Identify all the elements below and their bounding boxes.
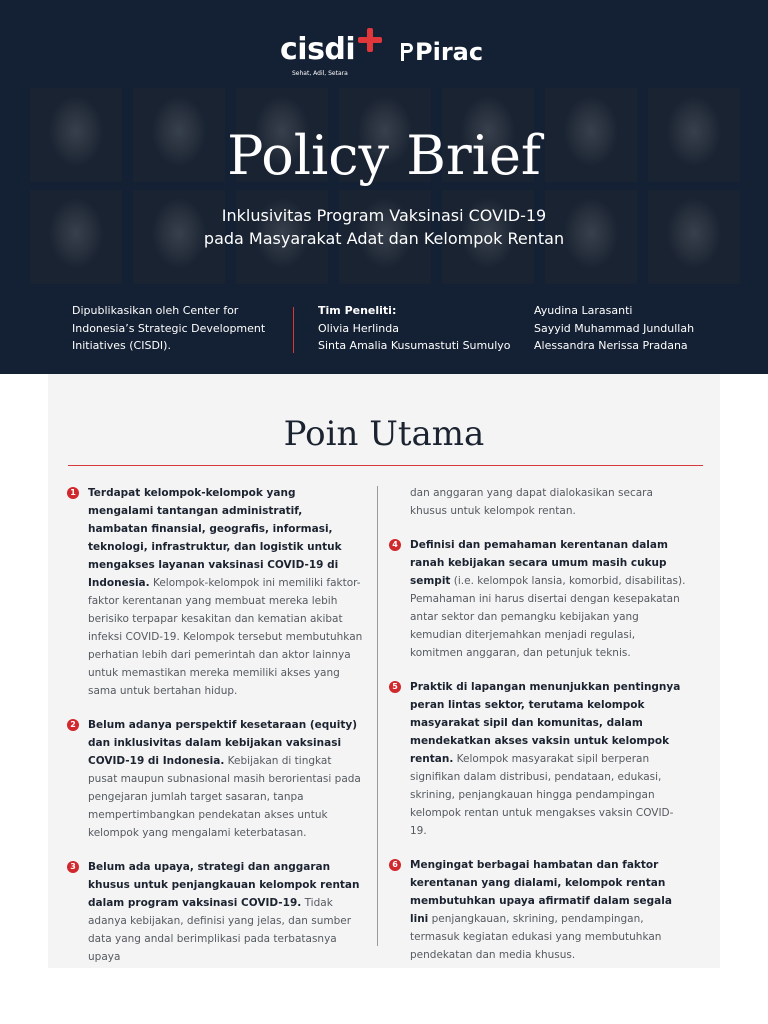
team-member: Sinta Amalia Kusumastuti Sumulyo	[318, 339, 511, 352]
point-number-badge: 5	[389, 681, 401, 693]
header-divider	[293, 307, 294, 353]
pirac-logo-text: Pirac	[415, 38, 484, 66]
point-headline: Belum ada upaya, strategi dan anggaran khusus untuk penjangkauan kelompok rentan dalam program vaksinasi COVID-19.	[88, 861, 360, 909]
page-subtitle	[0, 204, 768, 250]
right-column	[392, 484, 686, 964]
logo-bar	[0, 28, 768, 84]
research-team	[318, 302, 528, 355]
point-continuation: dan anggaran yang dapat dialokasikan secara khusus untuk kelompok rentan.	[410, 487, 653, 517]
key-point	[70, 858, 364, 966]
team-member: Ayudina Larasanti	[534, 304, 633, 317]
point-headline: Terdapat kelompok-kelompok yang mengalami tantangan administratif, hambatan finansial, geografis, informasi, teknologi, infrastruktur, dan logistik untuk mengakses layanan vaksinasi COVID-19 di Indonesia.	[88, 487, 342, 589]
point-headline: Praktik di lapangan menunjukkan pentingnya peran lintas sektor, terutama kelompok masyarakat sipil dan komunitas, dalam mendekatkan akses vaksin untuk kelompok rentan.	[410, 681, 681, 765]
team-member: Olivia Herlinda	[318, 321, 399, 335]
point-body: Tidak adanya kebijakan, definisi yang jelas, dan sumber data yang andal berimplikasi pada terbatasnya upaya	[88, 897, 352, 963]
subtitle-line: pada Masyarakat Adat dan Kelompok Rentan	[203, 229, 565, 248]
pirac-mark-icon	[398, 41, 414, 63]
key-point	[70, 484, 364, 700]
cisdi-tagline: Sehat, Adil, Setara	[292, 70, 348, 77]
subtitle-line: Inklusivitas Program Vaksinasi COVID-19	[221, 206, 547, 225]
team-member: Sayyid Muhammad Jundullah	[534, 321, 695, 335]
point-body: Kelompok masyarakat sipil berperan signifikan dalam distribusi, pendataan, edukasi, skrining, penjangkauan hingga pendampingan kelompok rentan untuk mengakses vaksin COVID-19.	[410, 753, 674, 837]
team-member: Alessandra Nerissa Pradana	[534, 339, 688, 352]
point-body: Kelompok-kelompok ini memiliki faktor-faktor kerentanan yang membuat mereka lebih berisiko terpapar kesakitan dan kematian akibat infeksi COVID-19. Kelompok tersebut membutuhkan perhatian lebih dari pemerintah dan aktor lainnya untuk memastikan mereka memiliki akses yang sama untuk bertahan hidup.	[88, 577, 363, 697]
column-divider	[377, 486, 378, 946]
key-point	[392, 678, 686, 840]
point-headline: Definisi dan pemahaman kerentanan dalam ranah kebijakan secara umum masih cukup sempit	[410, 539, 668, 587]
point-number-badge: 2	[67, 719, 79, 731]
publisher-note: Dipublikasikan oleh Center for Indonesia’s Strategic Development Initiatives (CISDI).	[72, 304, 266, 352]
pirac-logo	[398, 38, 483, 66]
title-rule	[68, 465, 703, 466]
key-point	[392, 856, 686, 964]
section-title: Poin Utama	[283, 414, 485, 454]
point-body: penjangkauan, skrining, pendampingan, termasuk kegiatan edukasi yang membutuhkan pendekatan dan media khusus.	[410, 913, 662, 961]
research-team-more	[534, 302, 754, 355]
key-points-card	[48, 374, 720, 968]
key-point	[392, 536, 686, 662]
point-number-badge: 1	[67, 487, 79, 499]
point-body: (i.e. kelompok lansia, komorbid, disabilitas). Pemahaman ini harus disertai dengan kesepakatan antar sektor dan pemangku kebijakan yang kemudian diterjemahkan menjadi regulasi, komitmen anggaran, dan petunjuk teknis.	[410, 575, 686, 659]
point-body: Kebijakan di tingkat pusat maupun subnasional masih berorientasi pada pengejaran jumlah target sasaran, tanpa mempertimbangkan pendekatan akses untuk kelompok yang mengalami keterbatasan.	[88, 755, 361, 839]
page-title: Policy Brief	[227, 124, 541, 187]
point-number-badge: 4	[389, 539, 401, 551]
point-headline: Mengingat berbagai hambatan dan faktor kerentanan yang dialami, kelompok rentan membutuhkan upaya afirmatif dalam segala lini	[410, 859, 672, 925]
red-cross-icon	[358, 28, 382, 52]
cisdi-logo: cisdi	[280, 32, 356, 67]
point-headline: Belum adanya perspektif kesetaraan (equity) dan inklusivitas dalam kebijakan vaksinasi COVID-19 di Indonesia.	[88, 719, 358, 767]
point-number-badge: 6	[389, 859, 401, 871]
point-number-badge: 3	[67, 861, 79, 873]
cover-header	[0, 0, 768, 374]
key-point	[70, 716, 364, 842]
team-label: Tim Peneliti:	[318, 304, 397, 317]
left-column	[70, 484, 364, 966]
